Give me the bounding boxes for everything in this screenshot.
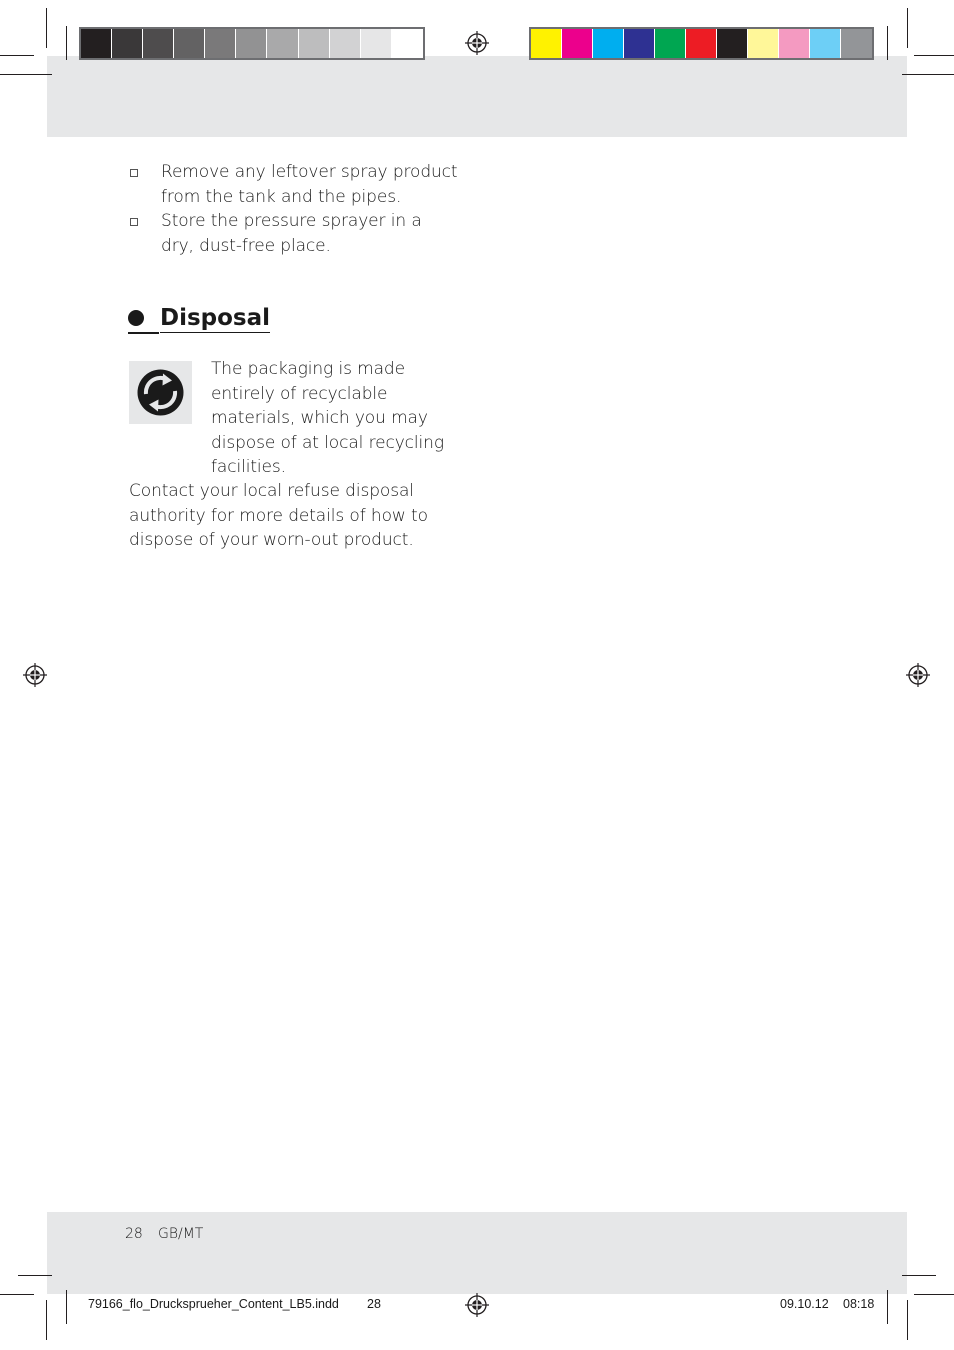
crop-mark [907, 8, 908, 48]
slug-time: 08:18 [843, 1297, 875, 1311]
crop-mark [907, 1300, 908, 1340]
grayscale-color-bar [79, 27, 425, 60]
crop-mark [46, 8, 47, 48]
process-color-swatch [593, 29, 624, 58]
process-color-swatch [686, 29, 717, 58]
header-band [47, 56, 907, 137]
registration-mark-icon [906, 663, 930, 687]
grayscale-swatch [174, 29, 205, 58]
registration-mark-icon [465, 31, 489, 55]
crop-mark [0, 55, 34, 56]
green-dot-logo [129, 361, 192, 424]
slug-page: 28 [367, 1297, 381, 1311]
grayscale-swatch [267, 29, 298, 58]
grayscale-swatch [81, 29, 112, 58]
grayscale-swatch [299, 29, 330, 58]
crop-mark [0, 1294, 34, 1295]
grayscale-swatch [392, 29, 423, 58]
crop-mark [66, 26, 67, 60]
page-number: 28 [125, 1226, 143, 1242]
process-color-bar [529, 27, 874, 60]
crop-mark [46, 1300, 47, 1340]
packaging-text: The packaging is made entirely of recyclable materials, which you may dispose of at local recycling facilities. [211, 359, 444, 477]
section-heading: Disposal [160, 305, 271, 331]
bullet-checkbox-icon [130, 169, 138, 177]
slug-filename: 79166_flo_Drucksprueher_Content_LB5.indd [88, 1297, 339, 1311]
crop-mark [887, 1290, 888, 1324]
heading-bullet-icon [128, 310, 144, 326]
process-color-swatch [717, 29, 748, 58]
crop-mark [914, 55, 954, 56]
crop-mark [914, 1294, 954, 1295]
process-color-swatch [655, 29, 686, 58]
registration-mark-icon [465, 1293, 489, 1317]
process-color-swatch [841, 29, 872, 58]
crop-mark [887, 26, 888, 60]
grayscale-swatch [143, 29, 174, 58]
grayscale-swatch [112, 29, 143, 58]
slug-date: 09.10.12 [780, 1297, 829, 1311]
process-color-swatch [748, 29, 779, 58]
language-code: GB/MT [158, 1226, 204, 1242]
crop-mark [902, 1275, 936, 1276]
crop-mark [18, 1275, 52, 1276]
process-color-swatch [624, 29, 655, 58]
instruction-item: Store the pressure sprayer in a dry, dust-free place. [161, 211, 422, 256]
process-color-swatch [531, 29, 562, 58]
registration-mark-icon [23, 663, 47, 687]
grayscale-swatch [330, 29, 361, 58]
green-dot-recycling-icon [129, 361, 192, 424]
crop-mark [66, 1290, 67, 1324]
contact-text: Contact your local refuse disposal authority for more details of how to dispose of your worn-out product. [129, 481, 428, 550]
crop-mark [0, 74, 52, 75]
crop-mark [902, 74, 954, 75]
heading-underline [128, 332, 159, 334]
process-color-swatch [810, 29, 841, 58]
grayscale-swatch [205, 29, 236, 58]
grayscale-swatch [236, 29, 267, 58]
process-color-swatch [779, 29, 810, 58]
process-color-swatch [562, 29, 593, 58]
grayscale-swatch [361, 29, 392, 58]
bullet-checkbox-icon [130, 218, 138, 226]
instruction-item: Remove any leftover spray product from the tank and the pipes. [161, 162, 458, 207]
